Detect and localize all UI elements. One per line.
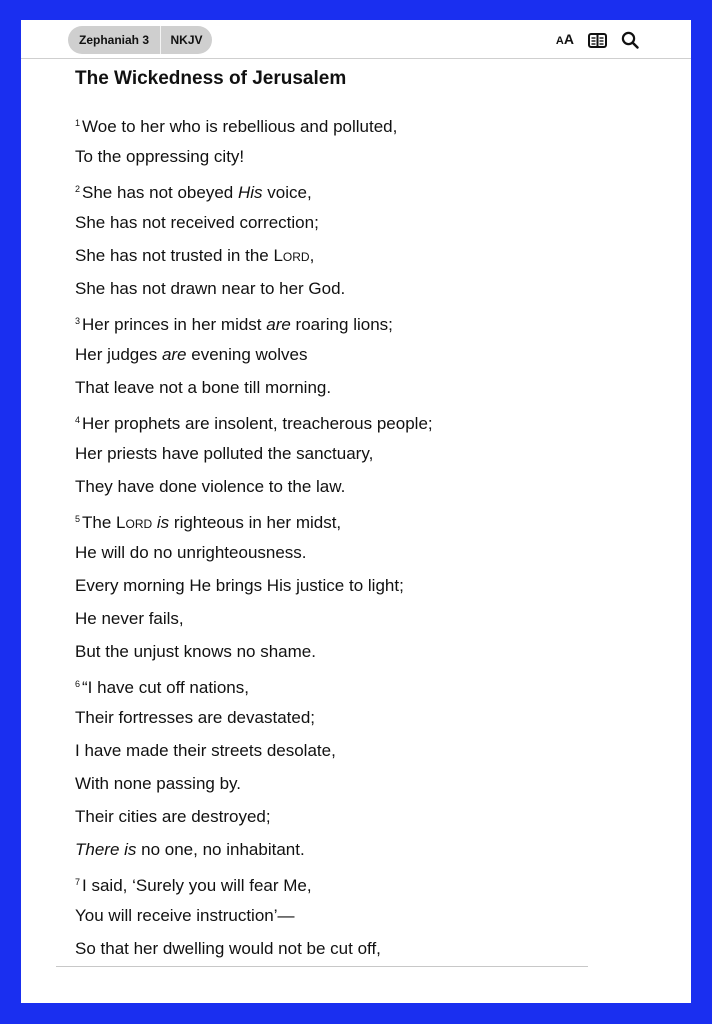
verse-line[interactable] bbox=[75, 371, 675, 404]
verse-line[interactable] bbox=[75, 404, 675, 437]
verse-text: Their fortresses are devastated; bbox=[75, 708, 316, 727]
reader-toolbar bbox=[21, 20, 691, 59]
search-icon bbox=[621, 31, 639, 49]
verse-line[interactable] bbox=[75, 206, 675, 239]
verse-list bbox=[75, 107, 675, 965]
verse-line[interactable] bbox=[75, 866, 675, 899]
verse-line[interactable] bbox=[75, 272, 675, 305]
verse-line[interactable] bbox=[75, 437, 675, 470]
book-layout-icon bbox=[588, 33, 607, 48]
verse-text: They have done violence to the law. bbox=[75, 477, 346, 496]
italic-supplied-word: are bbox=[266, 315, 291, 334]
verse-line[interactable] bbox=[75, 800, 675, 833]
chapter-content bbox=[75, 64, 675, 965]
font-size-button[interactable] bbox=[556, 30, 574, 50]
verse-text: That leave not a bone till morning. bbox=[75, 378, 332, 397]
font-size-icon: AA bbox=[555, 31, 574, 47]
verse-text: To the oppressing city! bbox=[75, 147, 245, 166]
verse-line[interactable] bbox=[75, 470, 675, 503]
book-chapter-button[interactable]: Zephaniah 3 bbox=[78, 33, 149, 47]
verse-text: voice, bbox=[262, 183, 312, 202]
verse-text: evening wolves bbox=[186, 345, 308, 364]
verse-text: “I have cut off nations, bbox=[82, 678, 249, 697]
verse-text: Her prophets are insolent, treacherous people; bbox=[82, 414, 433, 433]
verse-line[interactable] bbox=[75, 107, 675, 140]
verse-text: Every morning He brings His justice to light; bbox=[75, 576, 404, 595]
translation-button[interactable]: NKJV bbox=[160, 26, 212, 54]
divine-name: ord bbox=[125, 513, 153, 532]
italic-supplied-word: is bbox=[156, 513, 170, 532]
verse-line[interactable] bbox=[75, 239, 675, 272]
verse-text: , bbox=[309, 246, 315, 265]
verse-line[interactable] bbox=[75, 536, 675, 569]
verse-line[interactable] bbox=[75, 833, 675, 866]
verse-text: So that her dwelling would not be cut off, bbox=[75, 939, 381, 958]
verse-line[interactable] bbox=[75, 338, 675, 371]
verse-line[interactable] bbox=[75, 569, 675, 602]
toolbar-actions bbox=[556, 30, 639, 50]
verse-line[interactable] bbox=[75, 701, 675, 734]
italic-supplied-word: are bbox=[161, 345, 187, 364]
reference-selector bbox=[68, 26, 212, 54]
verse-line[interactable] bbox=[75, 305, 675, 338]
verse-line[interactable] bbox=[75, 602, 675, 635]
verse-text: Her priests have polluted the sanctuary, bbox=[75, 444, 374, 463]
verse-line[interactable] bbox=[75, 668, 675, 701]
search-button[interactable] bbox=[621, 30, 639, 50]
verse-text: Her judges bbox=[75, 345, 162, 364]
divine-name: ord bbox=[282, 246, 310, 265]
reader-screen bbox=[21, 20, 691, 1003]
verse-text: She has not drawn near to her God. bbox=[75, 279, 346, 298]
verse-number: 4 bbox=[75, 415, 81, 425]
section-heading: The Wickedness of Jerusalem bbox=[75, 68, 347, 89]
verse-text: roaring lions; bbox=[290, 315, 393, 334]
verse-line[interactable] bbox=[75, 767, 675, 800]
verse-line[interactable] bbox=[75, 734, 675, 767]
verse-line[interactable] bbox=[75, 635, 675, 668]
verse-line[interactable] bbox=[75, 140, 675, 173]
verse-number: 1 bbox=[75, 118, 81, 128]
verse-number: 5 bbox=[75, 514, 81, 524]
verse-text: With none passing by. bbox=[75, 774, 241, 793]
verse-text: She has not received correction; bbox=[75, 213, 319, 232]
verse-number: 7 bbox=[75, 877, 81, 887]
italic-supplied-word: There is bbox=[75, 840, 137, 859]
footer-divider bbox=[56, 966, 588, 967]
verse-text: He will do no unrighteousness. bbox=[75, 543, 307, 562]
italic-supplied-word: His bbox=[237, 183, 263, 202]
verse-text: I said, ‘Surely you will fear Me, bbox=[82, 876, 312, 895]
verse-text: Her princes in her midst bbox=[82, 315, 267, 334]
verse-text: He never fails, bbox=[75, 609, 184, 628]
verse-text: She has not trusted in the L bbox=[75, 246, 283, 265]
verse-line[interactable] bbox=[75, 932, 675, 965]
book-layout-button[interactable] bbox=[588, 30, 607, 50]
verse-text: no one, no inhabitant. bbox=[136, 840, 305, 859]
verse-number: 2 bbox=[75, 184, 81, 194]
verse-text: Their cities are destroyed; bbox=[75, 807, 271, 826]
verse-text: But the unjust knows no shame. bbox=[75, 642, 316, 661]
verse-line[interactable] bbox=[75, 503, 675, 536]
verse-text: Woe to her who is rebellious and polluted, bbox=[82, 117, 398, 136]
verse-line[interactable] bbox=[75, 173, 675, 206]
verse-text: She has not obeyed bbox=[82, 183, 238, 202]
verse-number: 6 bbox=[75, 679, 81, 689]
verse-text: You will receive instruction’— bbox=[75, 906, 295, 925]
verse-text: I have made their streets desolate, bbox=[75, 741, 336, 760]
verse-text: righteous in her midst, bbox=[169, 513, 342, 532]
verse-number: 3 bbox=[75, 316, 81, 326]
verse-text: The L bbox=[82, 513, 126, 532]
verse-line[interactable] bbox=[75, 899, 675, 932]
